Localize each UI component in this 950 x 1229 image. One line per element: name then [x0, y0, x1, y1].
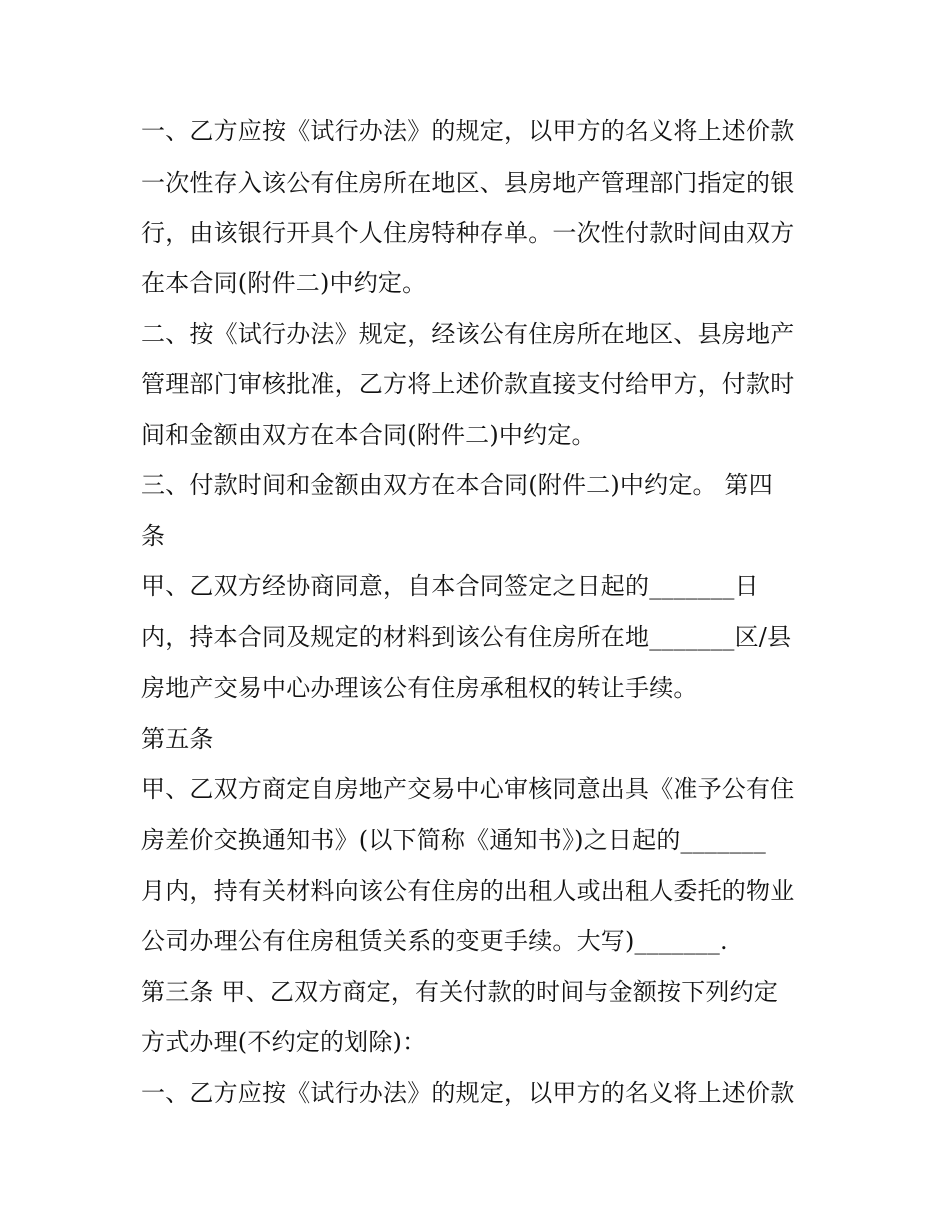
text-line: 管理部门审核批准，乙方将上述价款直接支付给甲方，付款时: [141, 370, 795, 398]
text-line: 公司办理公有住房租赁关系的变更手续。大写)_______.: [141, 927, 728, 955]
text-line: 一、乙方应按《试行办法》的规定，以甲方的名义将上述价款: [141, 1079, 795, 1107]
text-line: 在本合同(附件二)中约定。: [141, 269, 427, 297]
text-line: 内，持本合同及规定的材料到该公有住房所在地_______区/县: [141, 623, 792, 651]
text-line: 房差价交换通知书》(以下简称《通知书》)之日起的_______: [141, 826, 766, 854]
text-line: 方式办理(不约定的划除)：: [141, 1028, 427, 1056]
text-line: 月内，持有关材料向该公有住房的出租人或出租人委托的物业: [141, 877, 795, 905]
text-line: 一、乙方应按《试行办法》的规定，以甲方的名义将上述价款: [141, 117, 795, 145]
text-line: 条: [141, 522, 166, 550]
text-line: 甲、乙双方商定自房地产交易中心审核同意出具《准予公有住: [141, 775, 795, 803]
text-line: 第三条 甲、乙双方商定，有关付款的时间与金额按下列约定: [141, 978, 779, 1006]
section-heading: 第五条: [141, 725, 214, 753]
text-line: 房地产交易中心办理该公有住房承租权的转让手续。: [141, 674, 698, 702]
text-line: 二、按《试行办法》规定，经该公有住房所在地区、县房地产: [141, 320, 795, 348]
text-line: 甲、乙双方经协商同意，自本合同签定之日起的_______日: [141, 572, 759, 600]
text-line: 行，由该银行开具个人住房特种存单。一次性付款时间由双方: [141, 219, 795, 247]
text-line: 三、付款时间和金额由双方在本合同(附件二)中约定。 第四: [141, 471, 773, 499]
text-line: 间和金额由双方在本合同(附件二)中约定。: [141, 421, 596, 449]
text-line: 一次性存入该公有住房所在地区、县房地产管理部门指定的银: [141, 169, 795, 197]
